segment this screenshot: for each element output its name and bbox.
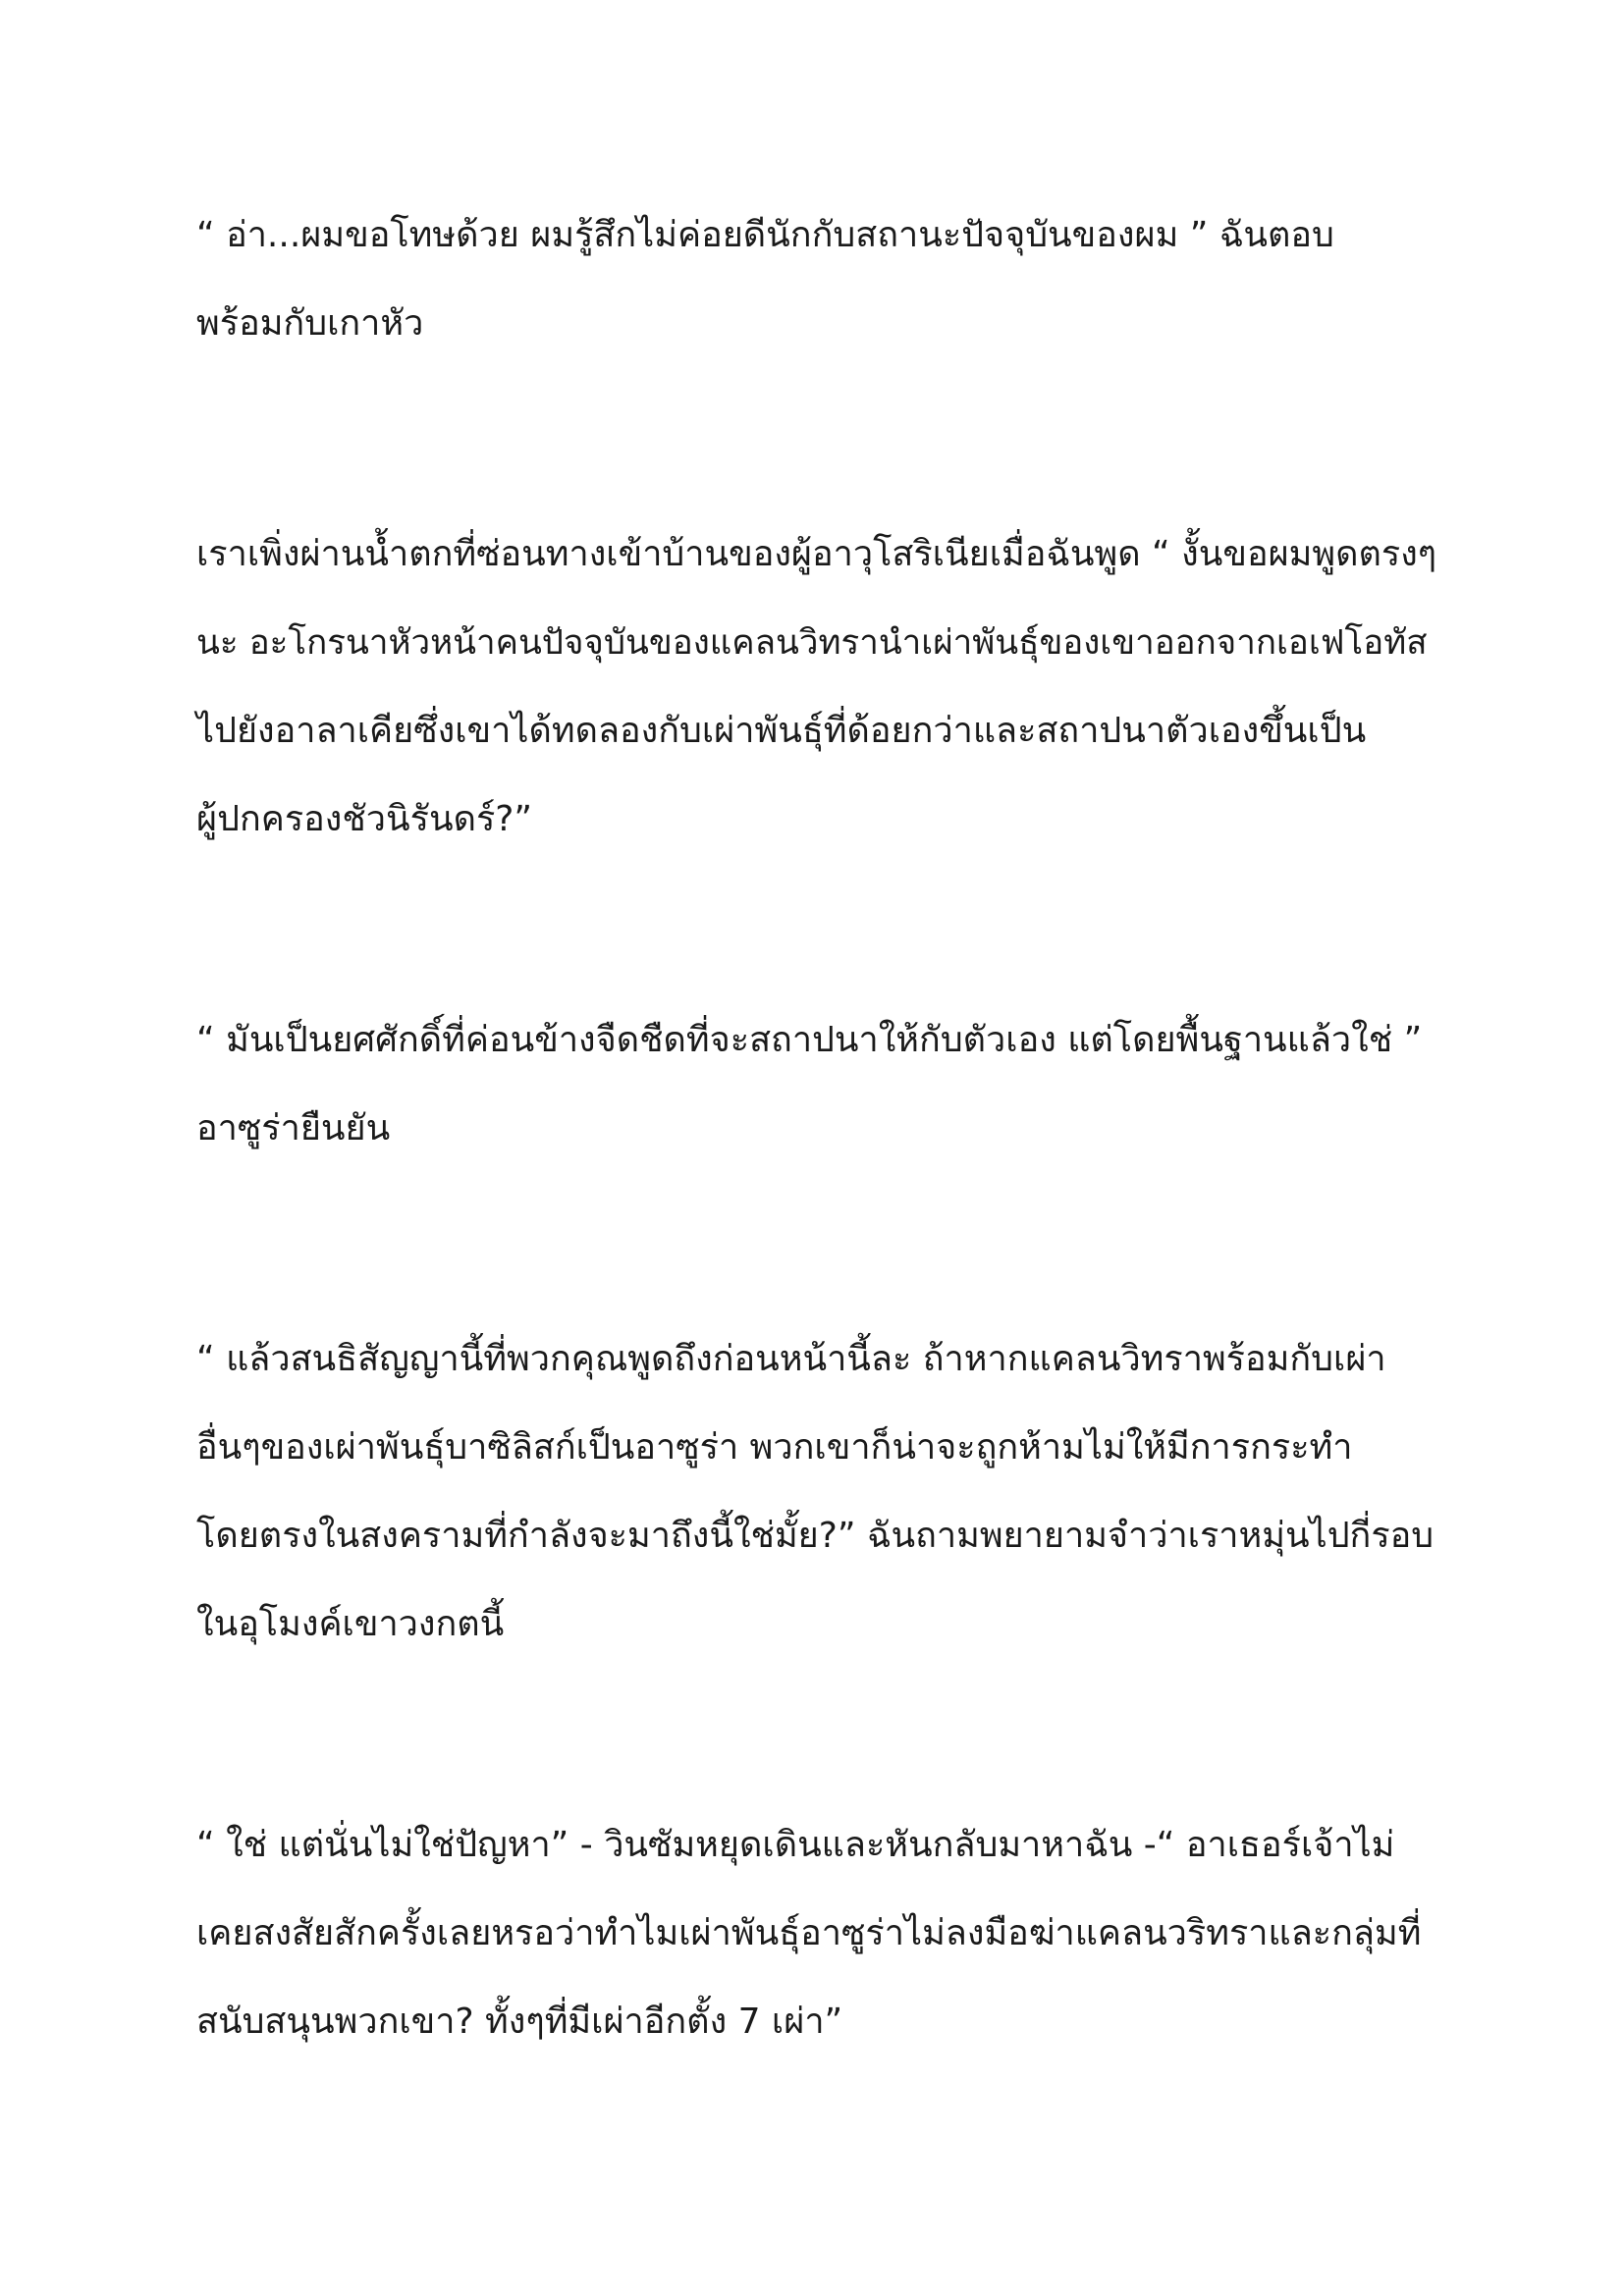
text-line: “ มันเป็นยศศักดิ์ที่ค่อนข้างจืดชืดที่จะสถาปนาให้กับตัวเอง แต่โดยพื้นฐานแล้วใช่ ” — [196, 1020, 1423, 1060]
paragraph-1 — [196, 191, 1453, 368]
text-line: อาซูร่ายืนยัน — [196, 1108, 391, 1148]
text-line: “ อ่า...ผมขอโทษด้วย ผมรู้สึกไม่ค่อยดีนักกับสถานะปัจจุบันของผม ” ฉันตอบ — [196, 215, 1334, 255]
text-line: “ แล้วสนธิสัญญานี้ที่พวกคุณพูดถึงก่อนหน้านี้ละ ถ้าหากแคลนวิทราพร้อมกับเผ่า — [196, 1339, 1386, 1379]
paragraph-2 — [196, 510, 1453, 864]
text-line: ในอุโมงค์เขาวงกตนี้ — [196, 1604, 505, 1644]
text-line: พร้อมกับเกาหัว — [196, 303, 424, 344]
text-line: “ ใช่ แต่นั่นไม่ใช่ปัญหา” - วินซัมหยุดเดินและหันกลับมาหาฉัน -“ อาเธอร์เจ้าไม่ — [196, 1825, 1395, 1865]
text-line: เราเพิ่งผ่านน้ำตกที่ซ่อนทางเข้าบ้านของผู้อาวุโสริเนียเมื่อฉันพูด “ งั้นขอผมพูดตรงๆ — [196, 534, 1437, 574]
text-line: ไปยังอาลาเคียซึ่งเขาได้ทดลองกับเผ่าพันธุ์ที่ด้อยกว่าและสถาปนาตัวเองขึ้นเป็น — [196, 711, 1367, 751]
paragraph-4 — [196, 1315, 1453, 1669]
text-line: อื่นๆของเผ่าพันธุ์บาซิลิสก์เป็นอาซูร่า พวกเขาก็น่าจะถูกห้ามไม่ให้มีการกระทำ — [196, 1427, 1353, 1468]
text-line: สนับสนุนพวกเขา? ทั้งๆที่มีเผ่าอีกตั้ง 7 เผ่า” — [196, 2002, 843, 2042]
text-line: โดยตรงในสงครามที่กำลังจะมาถึงนี้ใช่มั้ย?” ฉันถามพยายามจำว่าเราหมุ่นไปกี่รอบ — [196, 1516, 1435, 1556]
text-line: นะ อะโกรนาหัวหน้าคนปัจจุบันของแคลนวิทรานำเผ่าพันธุ์ของเขาออกจากเอเฟโอทัส — [196, 623, 1428, 663]
text-line: เคยสงสัยสักครั้งเลยหรอว่าทำไมเผ่าพันธุ์อาซูร่าไม่ลงมือฆ่าแคลนวริทราและกลุ่มที่ — [196, 1913, 1422, 1953]
paragraph-5 — [196, 1801, 1453, 2066]
paragraph-3 — [196, 996, 1453, 1173]
text-line: ผู้ปกครองชัวนิรันดร์?” — [196, 799, 533, 839]
